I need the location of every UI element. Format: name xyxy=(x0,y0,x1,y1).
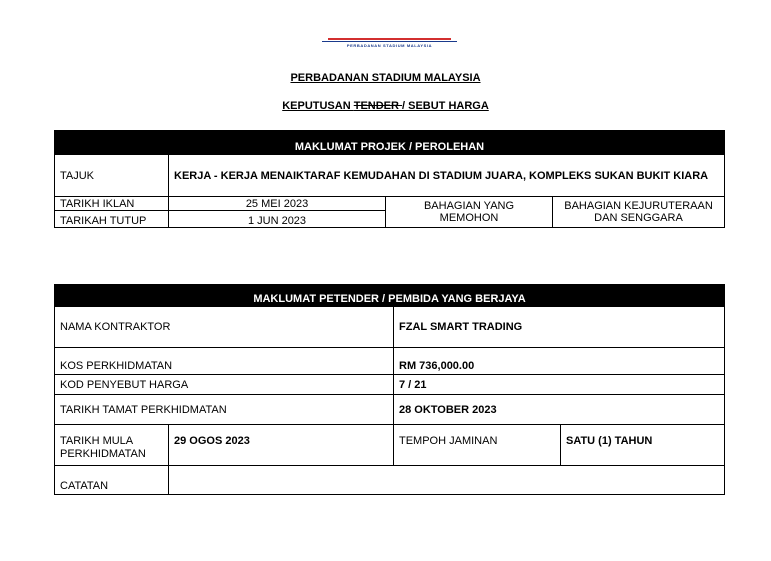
decision-title xyxy=(0,100,771,112)
kos-value: RM 736,000.00 xyxy=(394,348,725,375)
tamat-value: 28 OKTOBER 2023 xyxy=(394,395,725,425)
bahagian-value: BAHAGIAN KEJURUTERAAN DAN SENGGARA xyxy=(553,197,725,228)
project-banner: MAKLUMAT PROJEK / PEROLEHAN xyxy=(55,131,725,155)
logo-blue-stripe xyxy=(322,41,457,42)
catatan-value xyxy=(169,466,725,495)
jaminan-value: SATU (1) TAHUN xyxy=(561,425,725,466)
winner-table xyxy=(54,284,725,495)
logo-red-stripe xyxy=(328,38,451,40)
project-table xyxy=(54,130,725,228)
winner-banner: MAKLUMAT PETENDER / PEMBIDA YANG BERJAYA xyxy=(55,285,725,307)
nama-kontraktor-value: FZAL SMART TRADING xyxy=(394,307,725,348)
decision-suffix: / SEBUT HARGA xyxy=(402,100,489,112)
logo-text: PERBADANAN STADIUM MALAYSIA xyxy=(346,43,433,48)
org-title: PERBADANAN STADIUM MALAYSIA xyxy=(290,72,481,84)
kod-label: KOD PENYEBUT HARGA xyxy=(55,375,394,395)
tajuk-value: KERJA - KERJA MENAIKTARAF KEMUDAHAN DI STADIUM JUARA, KOMPLEKS SUKAN BUKIT KIARA xyxy=(169,155,725,197)
kos-label: KOS PERKHIDMATAN xyxy=(55,348,394,375)
kod-value: 7 / 21 xyxy=(394,375,725,395)
tarikh-iklan-label: TARIKH IKLAN xyxy=(55,197,169,211)
decision-prefix: KEPUTUSAN xyxy=(282,100,354,112)
jaminan-label: TEMPOH JAMINAN xyxy=(394,425,561,466)
tamat-label: TARIKH TAMAT PERKHIDMATAN xyxy=(55,395,394,425)
tajuk-label: TAJUK xyxy=(55,155,169,197)
mula-value: 29 OGOS 2023 xyxy=(169,425,394,466)
tarikh-tutup-value: 1 JUN 2023 xyxy=(169,211,386,228)
tarikh-iklan-value: 25 MEI 2023 xyxy=(169,197,386,211)
mula-label: TARIKH MULA PERKHIDMATAN xyxy=(55,425,169,466)
catatan-label: CATATAN xyxy=(55,466,169,495)
bahagian-label: BAHAGIAN YANG MEMOHON xyxy=(386,197,553,228)
decision-struck-text: TENDER xyxy=(353,100,402,112)
psm-logo xyxy=(322,38,457,50)
tarikh-tutup-label: TARIKAH TUTUP xyxy=(55,211,169,228)
nama-kontraktor-label: NAMA KONTRAKTOR xyxy=(55,307,394,348)
